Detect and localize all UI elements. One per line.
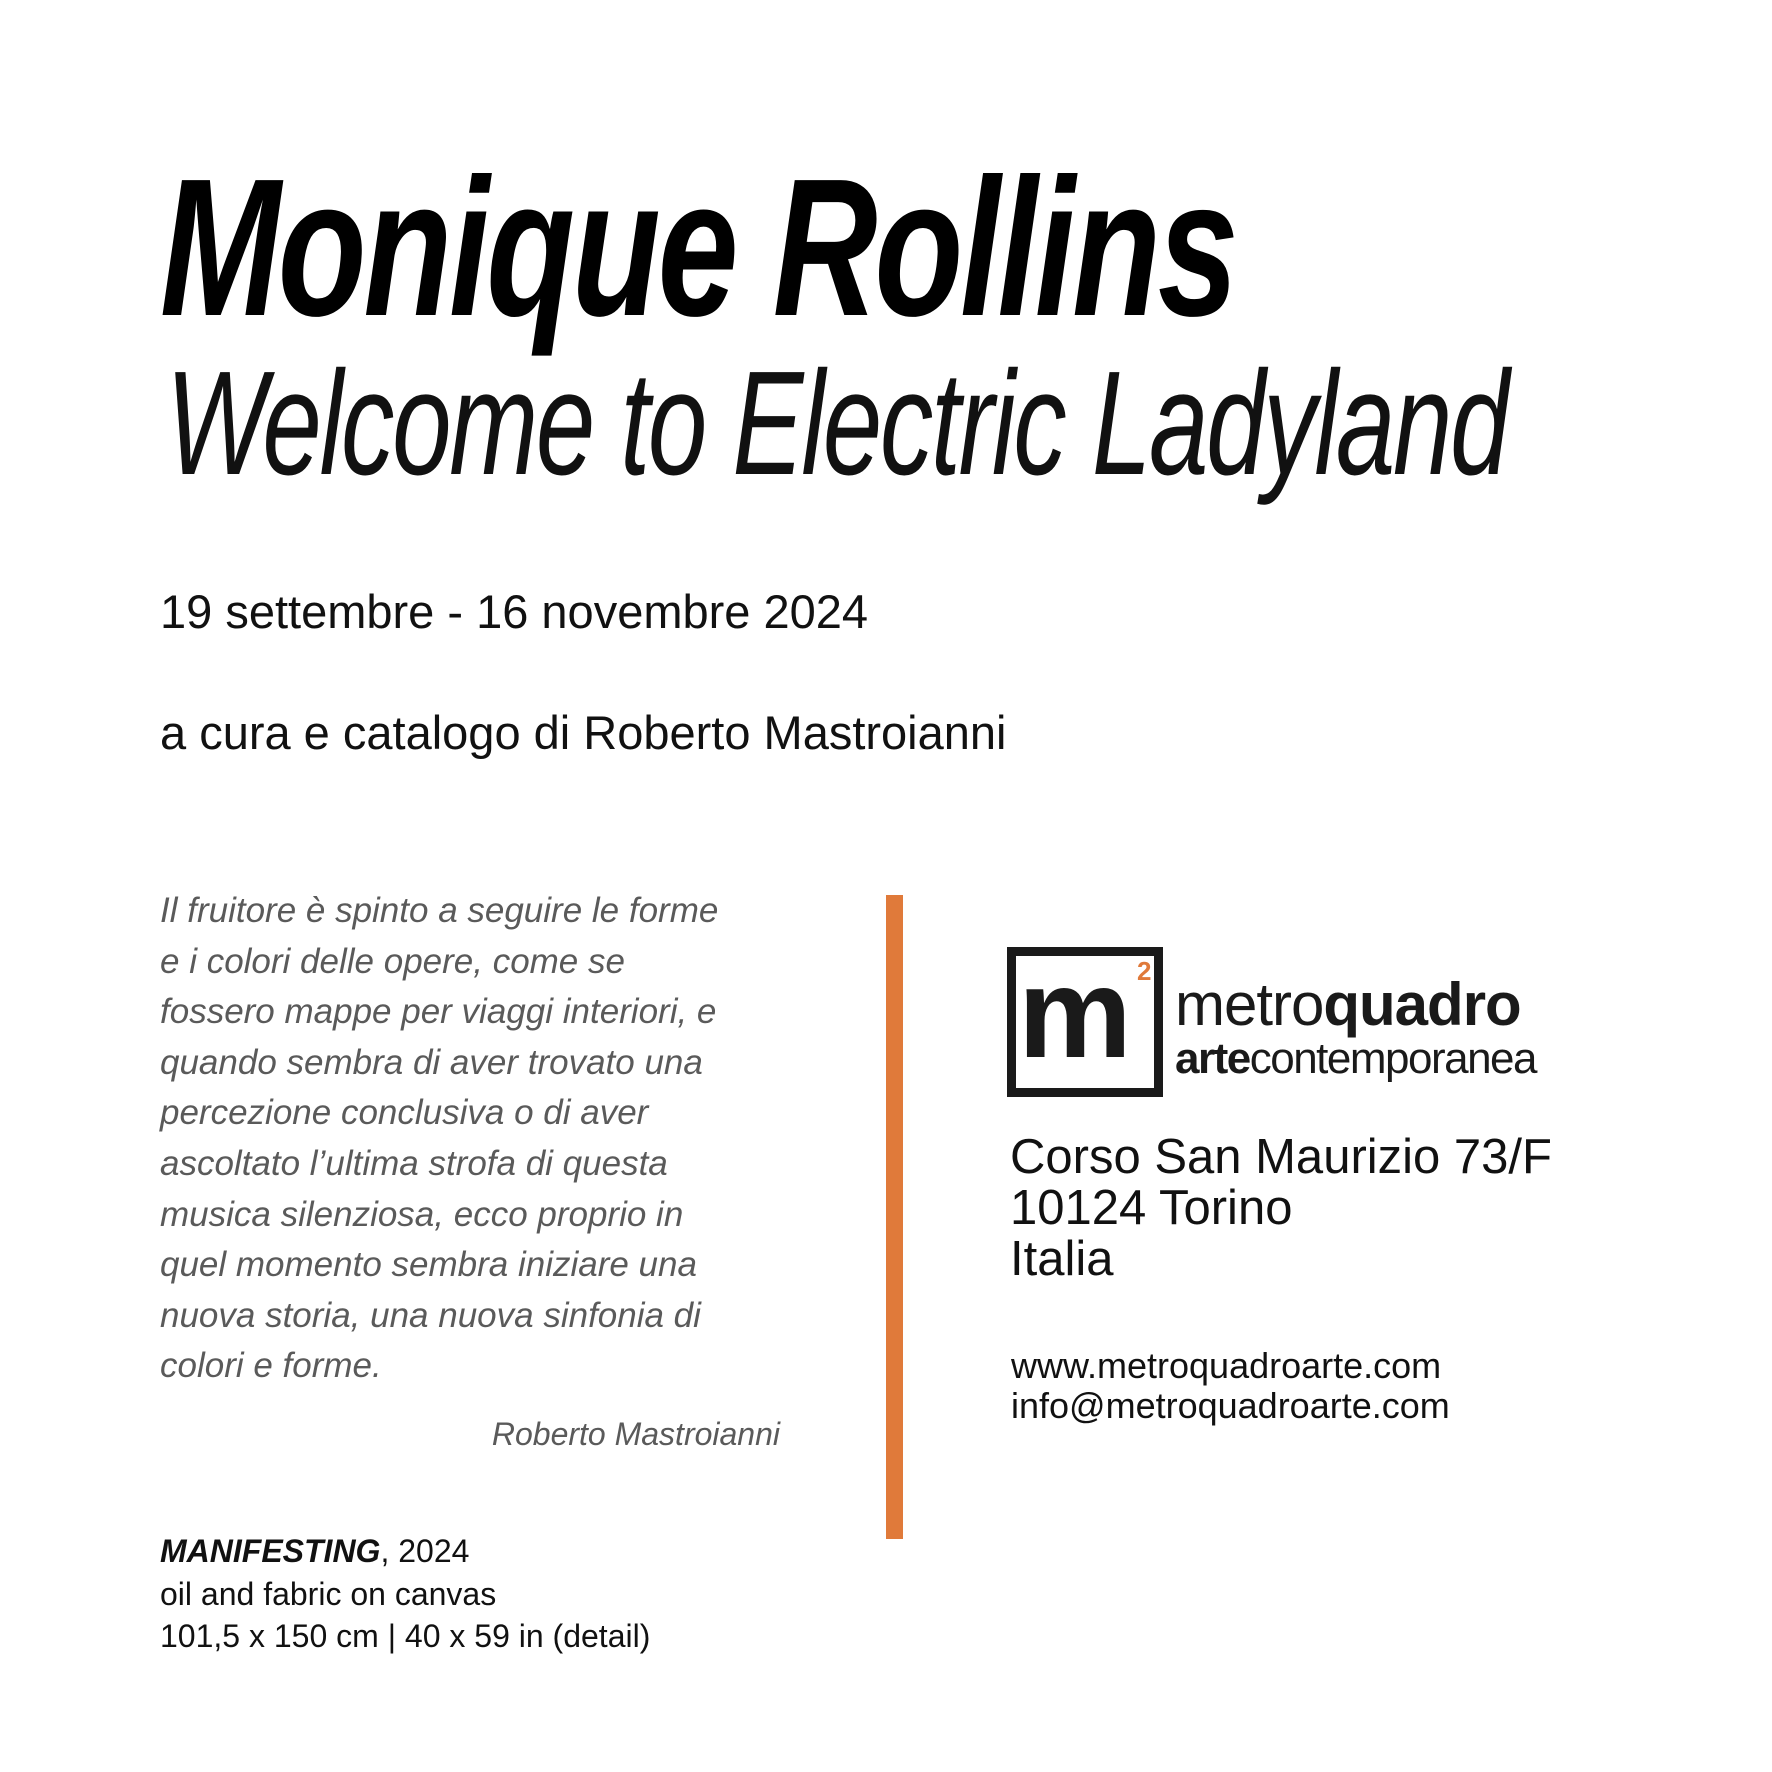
email-link[interactable]: info@metroquadroarte.com xyxy=(1011,1385,1450,1426)
gallery-contacts xyxy=(1011,1346,1450,1426)
quote-line: musica silenziosa, ecco proprio in xyxy=(160,1194,684,1234)
quote-line: e i colori delle opere, come se xyxy=(160,941,625,981)
curator-line: a cura e catalogo di Roberto Mastroianni xyxy=(160,706,1007,759)
logo-mark: m xyxy=(1018,942,1132,1085)
artwork-title: MANIFESTING xyxy=(160,1533,381,1569)
orange-divider xyxy=(886,895,903,1539)
exhibition-title: Welcome to Electric Ladyland xyxy=(166,341,1508,506)
logo-tag-bold: arte xyxy=(1175,1034,1250,1083)
quote xyxy=(160,886,800,1392)
logo-name-light: metro xyxy=(1175,971,1324,1038)
artist-name: Monique Rollins xyxy=(160,138,1236,357)
quote-line: Il fruitore è spinto a seguire le forme xyxy=(160,891,719,930)
logo-tagline xyxy=(1175,1034,1536,1083)
quote-line: nuova storia, una nuova sinfonia di xyxy=(160,1295,701,1335)
logo-name xyxy=(1175,971,1521,1038)
quote-line: fossero mappe per viaggi interiori, e xyxy=(160,992,717,1032)
artwork-dimensions: 101,5 x 150 cm | 40 x 59 in (detail) xyxy=(160,1618,651,1654)
quote-author: Roberto Mastroianni xyxy=(491,1416,780,1452)
quote-line: colori e forme. xyxy=(160,1346,382,1386)
quote-line: quel momento sembra iniziare una xyxy=(160,1245,697,1285)
quote-line: ascoltato l’ultima strofa di questa xyxy=(160,1143,668,1183)
address-line: 10124 Torino xyxy=(1010,1181,1293,1235)
artwork-caption xyxy=(160,1530,650,1658)
artwork-medium: oil and fabric on canvas xyxy=(160,1575,497,1612)
quote-line: percezione conclusiva o di aver xyxy=(160,1093,649,1133)
artwork-year: , 2024 xyxy=(380,1533,470,1569)
exhibition-dates: 19 settembre - 16 novembre 2024 xyxy=(160,585,869,638)
address-line: Corso San Maurizio 73/F xyxy=(1010,1130,1552,1184)
logo-name-bold: quadro xyxy=(1323,971,1521,1038)
gallery-address xyxy=(1010,1132,1552,1285)
logo-tag-light: contemporanea xyxy=(1249,1034,1536,1083)
quote-line: quando sembra di aver trovato una xyxy=(160,1042,703,1082)
website-link[interactable]: www.metroquadroarte.com xyxy=(1011,1345,1442,1386)
logo-superscript: 2 xyxy=(1137,956,1152,986)
address-line: Italia xyxy=(1010,1232,1114,1286)
